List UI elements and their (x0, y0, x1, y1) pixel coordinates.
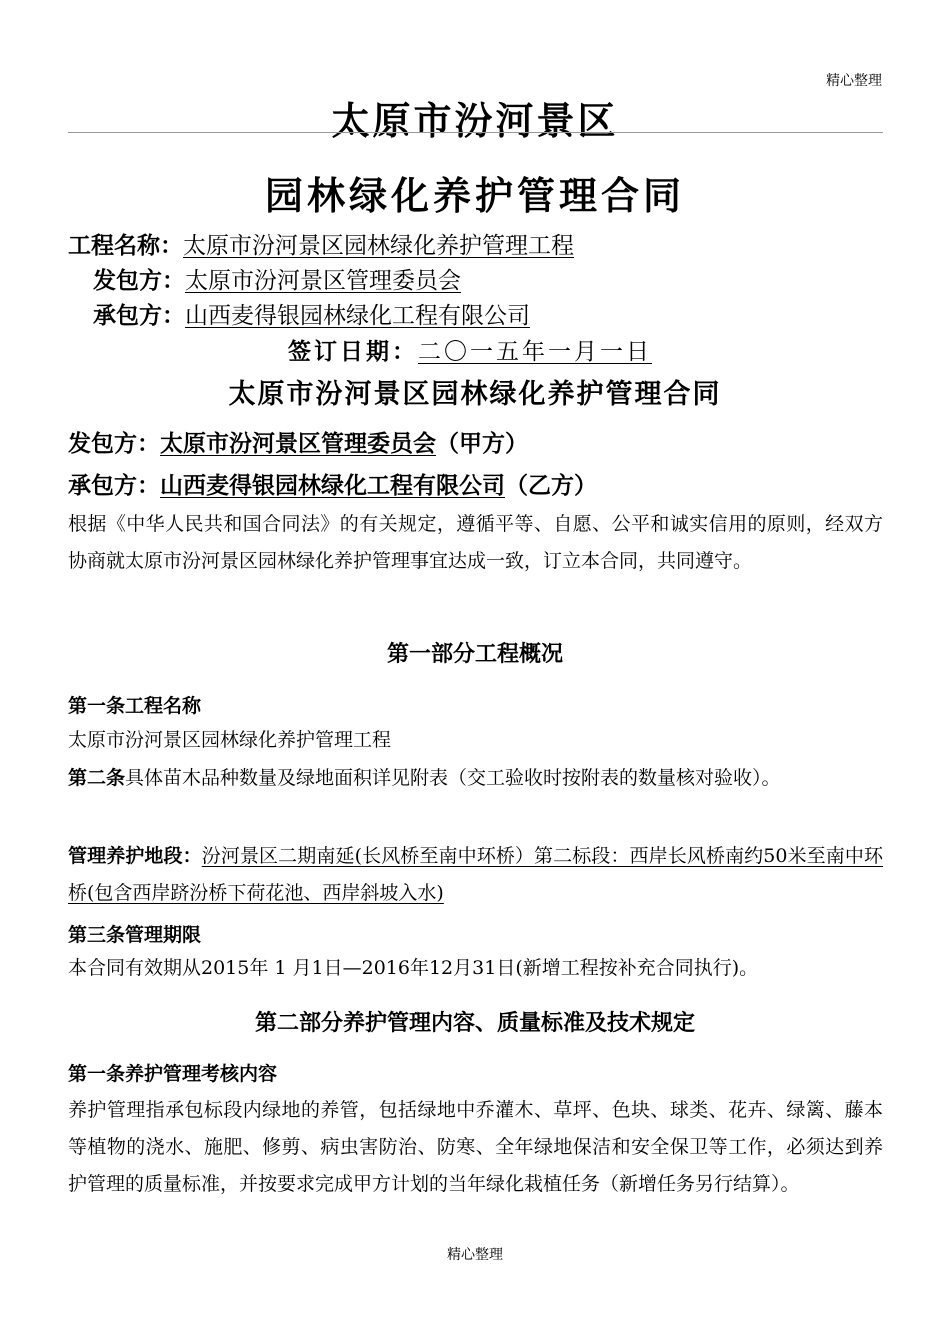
preamble-paragraph: 根据《中华人民共和国合同法》的有关规定，遵循平等、自愿、公平和诚实信用的原则，经双方协商就太原市汾河景区园林绿化养护管理事宜达成一致，订立本合同，共同遵守。 (68, 513, 883, 572)
project-name-value: 太原市汾河景区园林绿化养护管理工程 (183, 233, 574, 259)
project-name-line (68, 229, 574, 263)
header-note: 精心整理 (826, 73, 882, 89)
party-a-suffix: （甲方） (436, 430, 528, 457)
header-rule (68, 132, 883, 133)
part2-article1-title: 第一条养护管理考核内容 (68, 1063, 278, 1085)
party-b-name: 山西麦得银园林绿化工程有限公司 (160, 472, 505, 499)
contractor-label: 承包方： (93, 302, 185, 329)
part1-article2-title: 第二条 (68, 767, 126, 789)
part1-article3-body: 本合同有效期从2015年 1 月1日—2016年12月31日(新增工程按补充合同执行)。 (68, 957, 759, 979)
part2-heading: 第二部分养护管理内容、质量标准及技术规定 (254, 1010, 695, 1036)
part1-article2 (68, 760, 883, 797)
party-b-line (68, 467, 597, 500)
signing-date-line (288, 335, 652, 369)
part1-article1-body: 太原市汾河景区园林绿化养护管理工程 (68, 729, 392, 751)
part1-article3-title: 第三条管理期限 (68, 924, 202, 946)
contractor-line (93, 299, 530, 333)
footer-note: 精心整理 (447, 1247, 503, 1263)
employer-value: 太原市汾河景区管理委员会 (185, 268, 461, 294)
project-name-label: 工程名称： (68, 232, 183, 259)
signing-date-value: 二〇一五年一月一日 (418, 339, 652, 365)
employer-line (93, 264, 461, 298)
part1-article1-title: 第一条工程名称 (68, 695, 202, 717)
employer-label: 发包方： (93, 267, 185, 294)
maintenance-section-body: 汾河景区二期南延(长风桥至南中环桥）第二标段：西岸长风桥南约50米至南中环桥(包含西岸跻汾桥下荷花池、西岸斜坡入水) (68, 845, 883, 904)
contract-heading: 太原市汾河景区园林绿化养护管理合同 (228, 379, 722, 410)
party-a-label: 发包方： (68, 430, 160, 457)
part1-heading: 第一部分工程概况 (386, 641, 563, 667)
party-b-label: 承包方： (68, 472, 160, 499)
party-b-suffix: （乙方） (505, 472, 597, 499)
part1-article2-body: 具体苗木品种数量及绿地面积详见附表（交工验收时按附表的数量核对验收）。 (125, 767, 781, 789)
cover-title-line2: 园林绿化养护管理合同 (264, 174, 685, 218)
maintenance-section (68, 838, 883, 912)
maintenance-section-label: 管理养护地段： (68, 845, 202, 867)
cover-title-line1: 太原市汾河景区 (331, 99, 619, 143)
party-a-line (68, 425, 528, 458)
contractor-value: 山西麦得银园林绿化工程有限公司 (185, 303, 530, 329)
part2-article1-body: 养护管理指承包标段内绿地的养管，包括绿地中乔灌木、草坪、色块、球类、花卉、绿篱、藤本等植物的浇水、施肥、修剪、病虫害防治、防寒、全年绿地保洁和安全保卫等工作，必须达到养护管理的质量标准，并按要求完成甲方计划的当年绿化栽植任务（新增任务另行结算）。 (68, 1099, 883, 1195)
party-a-name: 太原市汾河景区管理委员会 (160, 430, 436, 457)
signing-date-label: 签订日期： (288, 338, 418, 365)
